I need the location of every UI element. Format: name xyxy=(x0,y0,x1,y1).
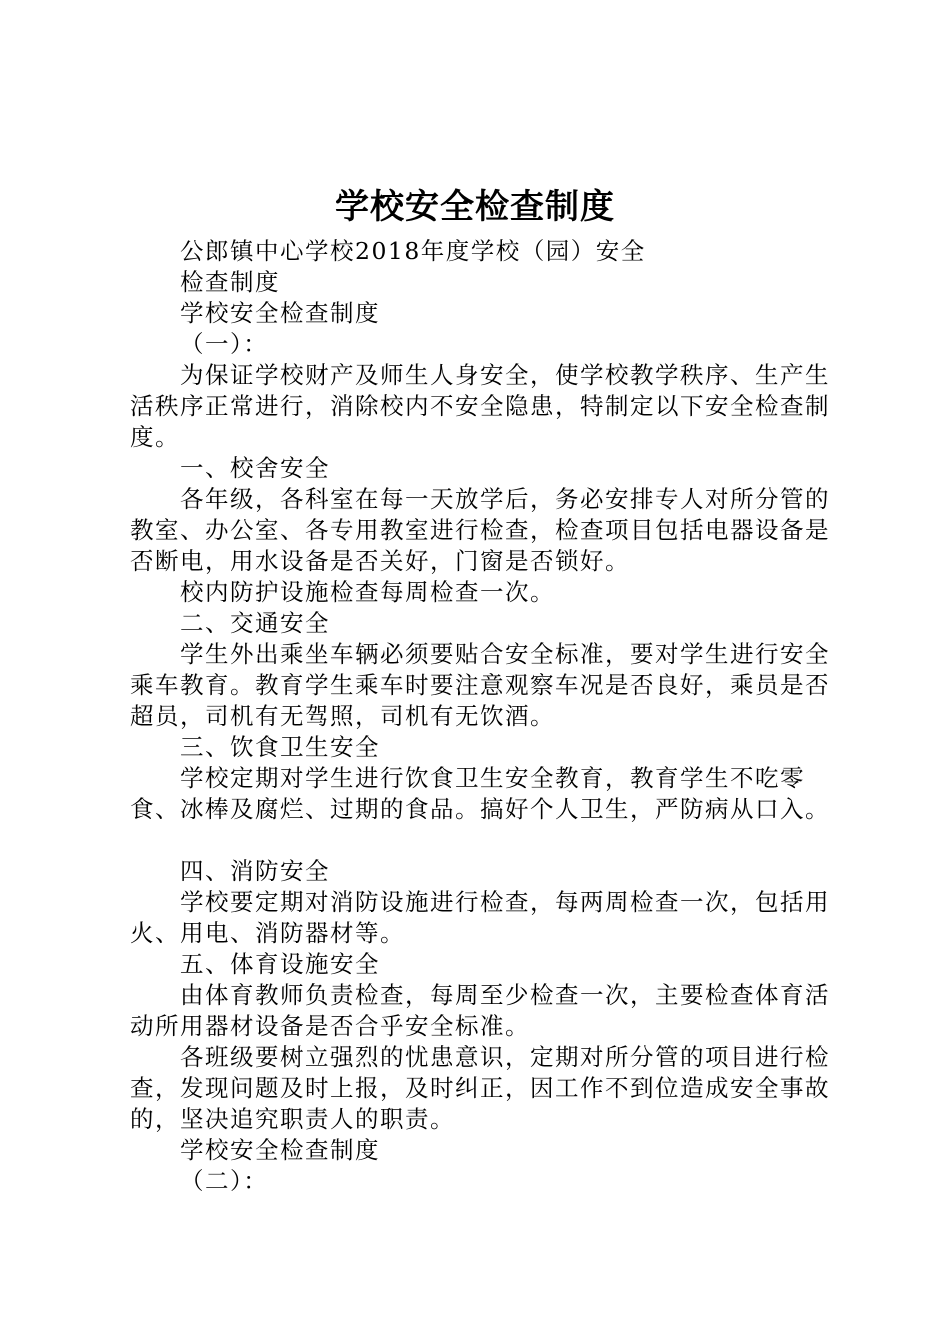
paragraph-building: 各年级，各科室在每一天放学后，务必安排专人对所分管的教室、办公室、各专用教室进行检查，检查项目包括电器设备是否断电，用水设备是否关好，门窗是否锁好。 xyxy=(130,485,830,575)
paragraph-traffic: 学生外出乘坐车辆必须要贴合安全标准，要对学生进行安全乘车教育。教育学生乘车时要注意观察车况是否良好，乘员是否超员，司机有无驾照，司机有无饮酒。 xyxy=(130,640,830,730)
paragraph-fire: 学校要定期对消防设施进行检查，每两周检查一次，包括用火、用电、消防器材等。 xyxy=(130,888,830,947)
paragraph-gap xyxy=(130,825,850,856)
paragraph-sports: 由体育教师负责检查，每周至少检查一次，主要检查体育活动所用器材设备是否合乎安全标准。 xyxy=(130,981,830,1040)
section-heading-fire: 四、消防安全 xyxy=(180,857,330,885)
paragraph-food: 学校定期对学生进行饮食卫生安全教育，教育学生不吃零食、冰棒及腐烂、过期的食品。搞好个人卫生，严防病从口入。 xyxy=(130,764,830,823)
document-title: 学校安全检查制度 xyxy=(335,187,615,227)
document-body xyxy=(130,236,850,1197)
paragraph-intro: 为保证学校财产及师生人身安全，使学校教学秩序、生产生活秩序正常进行，消除校内不安全隐患，特制定以下安全检查制度。 xyxy=(130,361,830,451)
paragraph-part-one: （一）： xyxy=(180,330,269,358)
paragraph-header-line-2: 检查制度 xyxy=(180,268,280,296)
section-heading-building: 一、校舍安全 xyxy=(180,454,330,482)
section-heading-sports: 五、体育设施安全 xyxy=(180,950,380,978)
paragraph-subtitle: 学校安全检查制度 xyxy=(180,299,380,327)
paragraph-protection: 校内防护设施检查每周检查一次。 xyxy=(180,578,555,606)
section-heading-food: 三、饮食卫生安全 xyxy=(180,733,380,761)
section-heading-traffic: 二、交通安全 xyxy=(180,609,330,637)
paragraph-subtitle-repeat: 学校安全检查制度 xyxy=(180,1136,380,1164)
paragraph-part-two: （二）： xyxy=(180,1167,269,1195)
paragraph-responsibility: 各班级要树立强烈的忧患意识，定期对所分管的项目进行检查，发现问题及时上报，及时纠正，因工作不到位造成安全事故的，坚决追究职责人的职责。 xyxy=(130,1043,830,1133)
paragraph-header-line-1: 公郎镇中心学校2018年度学校（园）安全 xyxy=(180,237,646,265)
